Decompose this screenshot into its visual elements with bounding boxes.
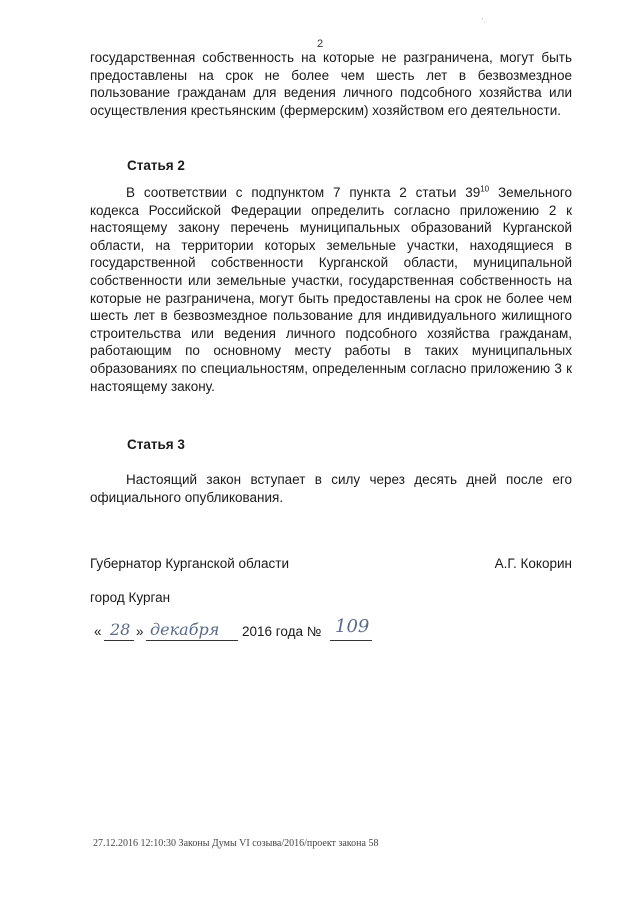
close-quote: » <box>136 624 144 639</box>
article-3-text-body: Настоящий закон вступает в силу через десять дней после его официального опубликования. <box>90 472 572 505</box>
year-text: 2016 года № <box>242 624 322 639</box>
footer-file-path: 27.12.2016 12:10:30 Законы Думы VI созыва/2016/проект закона 58 <box>93 838 379 849</box>
month-underline <box>146 640 238 641</box>
article-2-text-rest: Земельного кодекса Российской Федерации определить согласно приложению 2 к настоящему закону перечень муниципальных образований Курганской области, на территории которых земельные участки, находящиеся в государственной собственности Курганской области, муниципальной собственности или земельные участки, государственная собственность на которые не разграничена, могут быть предоставлены на срок не более чем шесть лет в безвозмездное пользование для индивидуального жилищного строительства или ведения личного подсобного хозяйства гражданам, работающим по основному месту работы в таких муниципальных образованиях по специальностям, определенным согласно приложению 3 к настоящему закону. <box>90 185 572 394</box>
corner-mark: '. <box>482 18 486 25</box>
day-underline <box>104 640 134 641</box>
article-2-text <box>90 184 572 395</box>
governor-name: А.Г. Кокорин <box>494 556 572 571</box>
article-3-heading: Статья 3 <box>127 437 185 452</box>
handwritten-month: декабря <box>150 620 220 639</box>
open-quote: « <box>94 624 102 639</box>
number-underline <box>330 640 372 641</box>
handwritten-day: 28 <box>110 620 131 639</box>
paragraph-continuation: государственная собственность на которые не разграничена, могут быть предоставлены на срок не более чем шесть лет в безвозмездное пользование гражданам для ведения личного подсобного хозяйства или осуществления крестьянским (фермерским) хозяйством его деятельности. <box>90 50 572 118</box>
city: город Курган <box>90 590 171 605</box>
article-2-text-start: В соответствии с подпунктом 7 пункта 2 статьи 39 <box>126 185 481 200</box>
article-3-text <box>90 471 572 506</box>
article-2-heading: Статья 2 <box>127 158 185 173</box>
date-line <box>90 616 410 646</box>
signature-block <box>90 556 572 576</box>
superscript: 10 <box>480 184 490 194</box>
handwritten-number: 109 <box>335 616 370 637</box>
page-number: 2 <box>316 38 324 50</box>
governor-title: Губернатор Курганской области <box>90 556 290 571</box>
